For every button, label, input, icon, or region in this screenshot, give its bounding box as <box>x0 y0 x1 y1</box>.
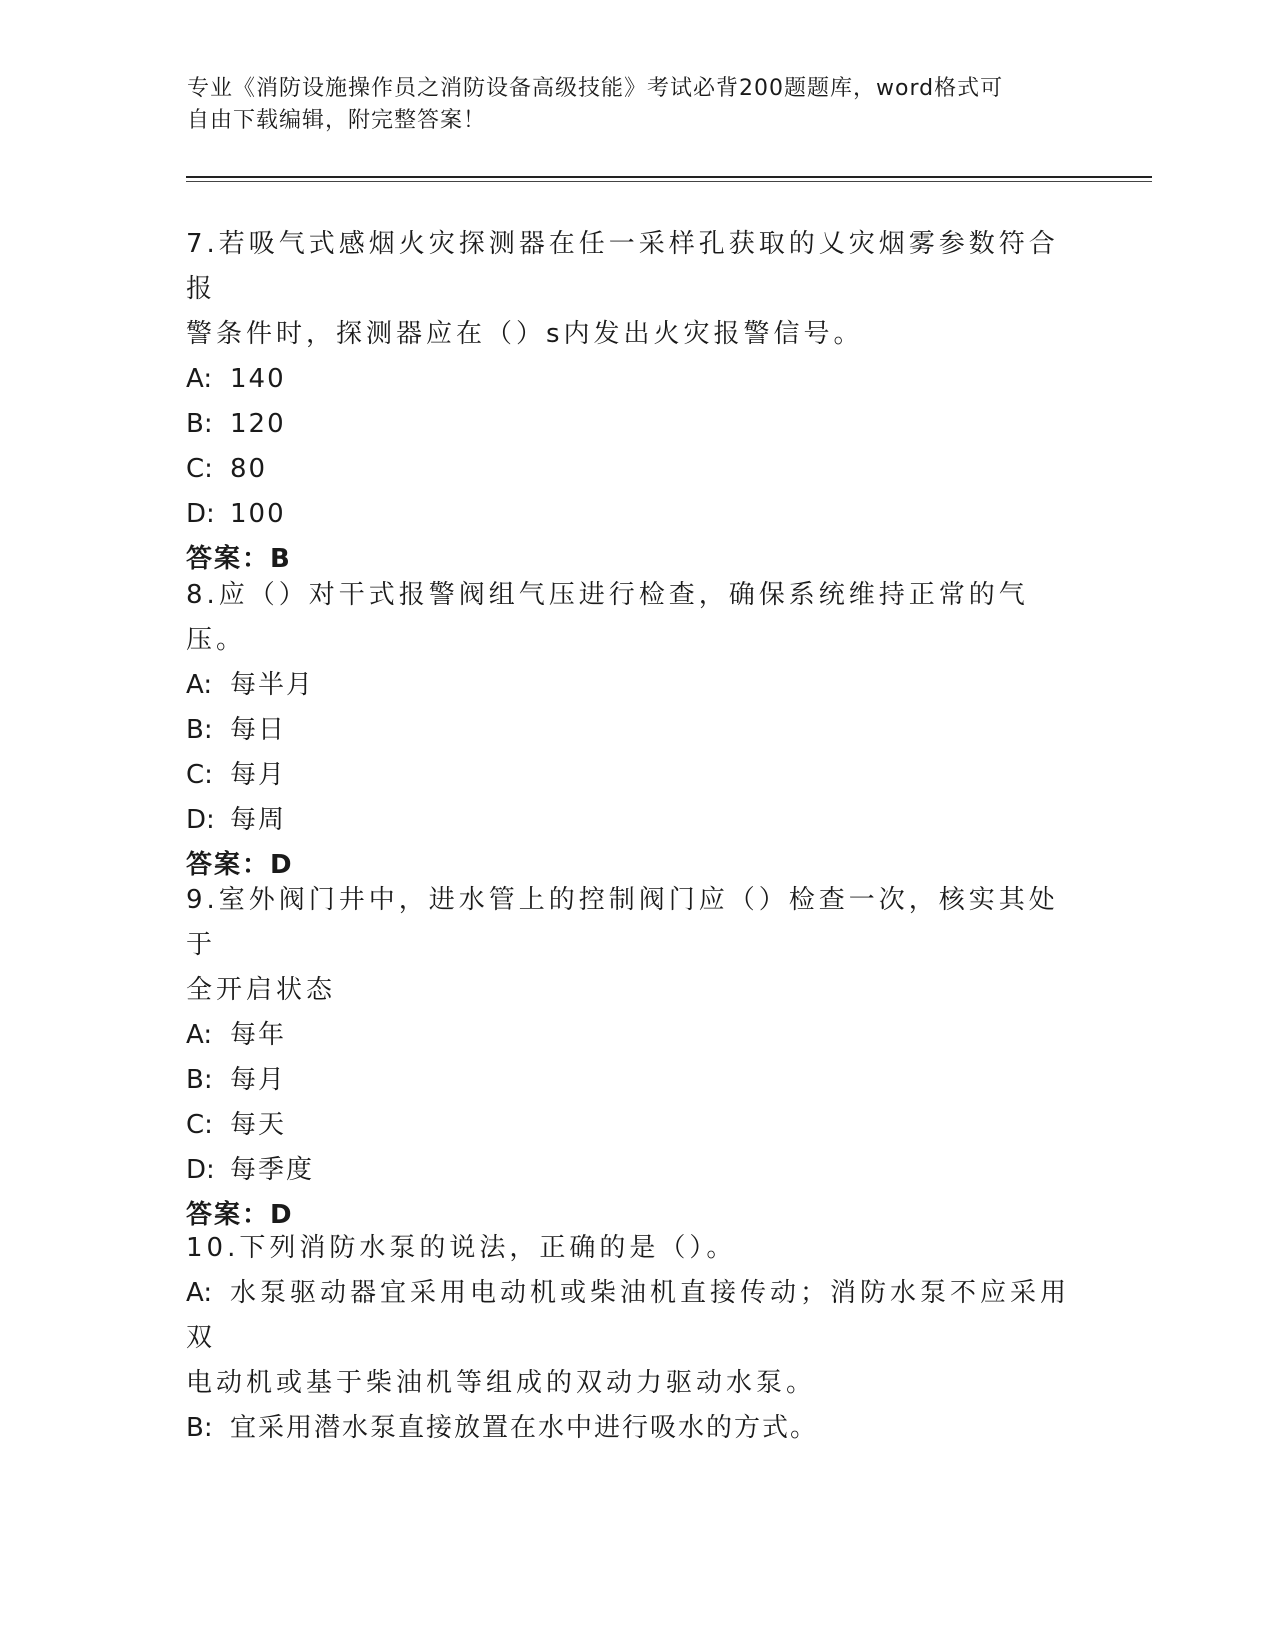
option-text: 每天 <box>230 1110 287 1140</box>
option-a <box>186 1271 1086 1361</box>
question-stem-line: 全开启状态 <box>186 975 337 1005</box>
question-stem-line: 10.下列消防水泵的说法，正确的是（）。 <box>186 1233 737 1263</box>
option-letter: A: <box>186 364 213 394</box>
question-7 <box>186 222 1086 582</box>
option-text: 100 <box>230 499 286 529</box>
option-text: 每周 <box>230 805 287 835</box>
option-letter: B: <box>186 1413 213 1443</box>
option-letter: D: <box>186 805 215 835</box>
option-b <box>186 1058 1086 1103</box>
option-c <box>186 753 1086 798</box>
option-text: 每月 <box>230 760 287 790</box>
answer-line: 答案：B <box>186 544 292 574</box>
option-a <box>186 357 1086 402</box>
option-text: 宜采用潜水泵直接放置在水中进行吸水的方式。 <box>230 1413 819 1443</box>
option-letter: C: <box>186 454 213 484</box>
question-stem-line: 警条件时，探测器应在（）s内发出火灾报警信号。 <box>186 319 864 349</box>
question-8 <box>186 573 1086 888</box>
document-header <box>187 73 1067 137</box>
question-stem-line: 7.若吸气式感烟火灾探测器在任一采样孔获取的乂灾烟雾参数符合报 <box>186 229 1059 304</box>
option-letter: A: <box>186 1020 213 1050</box>
option-text: 每月 <box>230 1065 287 1095</box>
answer-line: 答案：D <box>186 850 294 880</box>
option-text: 每季度 <box>230 1155 315 1185</box>
option-d <box>186 798 1086 843</box>
option-letter: D: <box>186 1155 215 1185</box>
option-letter: A: <box>186 1278 213 1308</box>
header-line-1: 专业《消防设施操作员之消防设备高级技能》考试必背200题题库，word格式可 <box>187 76 1004 101</box>
option-text: 水泵驱动器宜采用电动机或柴油机直接传动；消防水泵不应采用双 <box>186 1278 1071 1353</box>
option-b <box>186 402 1086 447</box>
option-letter: A: <box>186 670 213 700</box>
question-9 <box>186 878 1086 1238</box>
option-letter: C: <box>186 1110 213 1140</box>
option-text: 140 <box>230 364 286 394</box>
option-c <box>186 447 1086 492</box>
question-10 <box>186 1226 1086 1451</box>
option-a-continuation: 电动机或基于柴油机等组成的双动力驱动水泵。 <box>186 1368 817 1398</box>
header-divider-thick <box>186 176 1152 178</box>
option-d <box>186 1148 1086 1193</box>
header-line-2: 自由下载编辑，附完整答案！ <box>187 108 487 133</box>
option-d <box>186 492 1086 537</box>
question-stem-line: 9.室外阀门井中，进水管上的控制阀门应（）检查一次，核实其处于 <box>186 885 1059 960</box>
header-divider-thin <box>186 181 1152 182</box>
option-b <box>186 1406 1086 1451</box>
option-text: 120 <box>230 409 286 439</box>
option-text: 每年 <box>230 1020 287 1050</box>
option-text: 每日 <box>230 715 287 745</box>
option-a <box>186 663 1086 708</box>
option-text: 80 <box>230 454 268 484</box>
answer-line: 答案：D <box>186 1200 294 1230</box>
option-letter: B: <box>186 715 213 745</box>
option-a <box>186 1013 1086 1058</box>
option-letter: C: <box>186 760 213 790</box>
option-text: 每半月 <box>230 670 315 700</box>
option-letter: B: <box>186 409 213 439</box>
option-c <box>186 1103 1086 1148</box>
option-b <box>186 708 1086 753</box>
option-letter: B: <box>186 1065 213 1095</box>
option-letter: D: <box>186 499 215 529</box>
question-stem-line: 8.应（）对干式报警阀组气压进行检查，确保系统维持正常的气压。 <box>186 580 1029 655</box>
